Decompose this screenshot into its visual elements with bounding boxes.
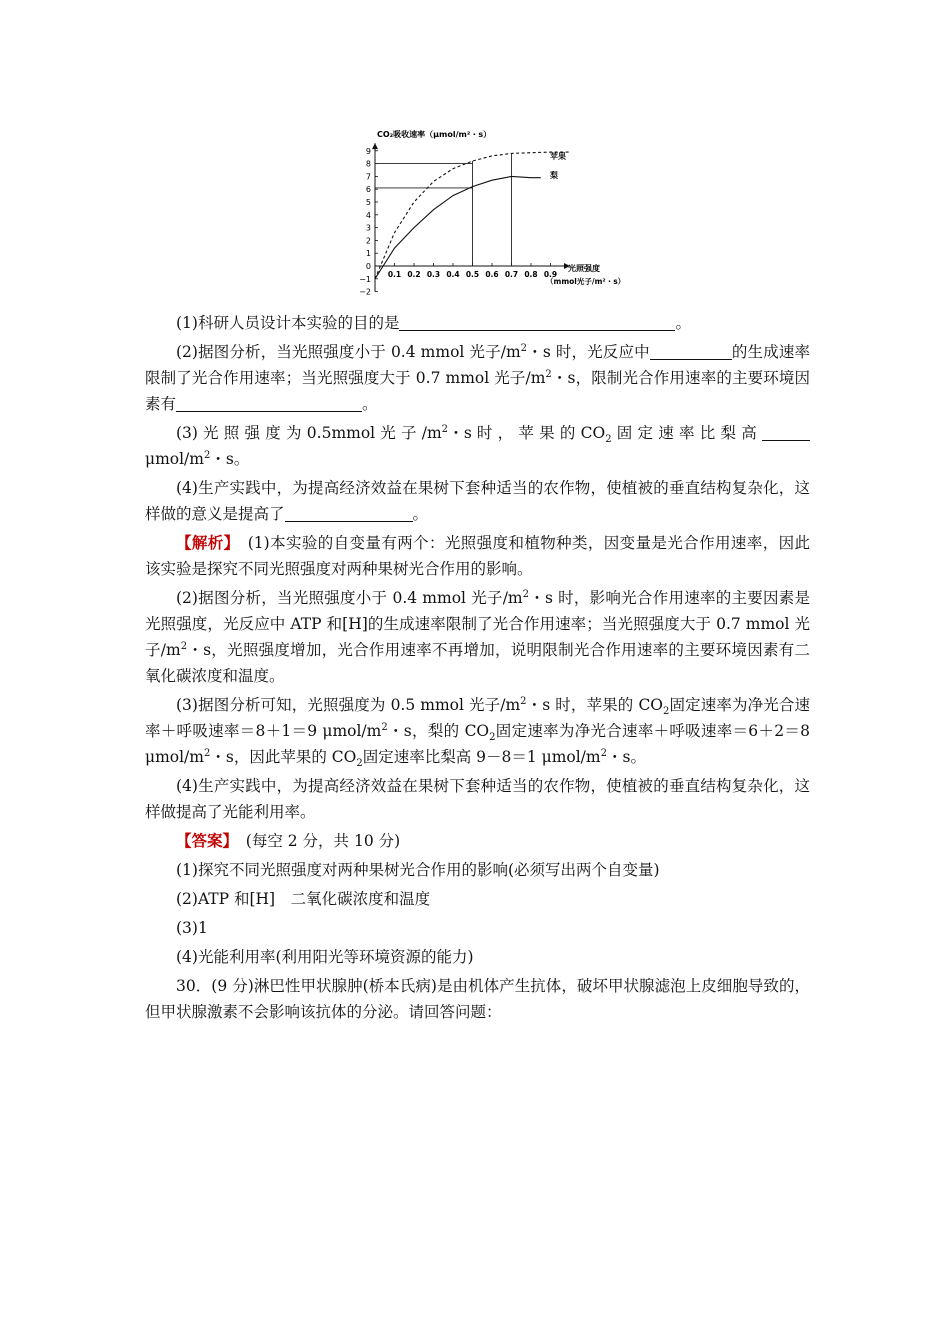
- q2-text-d: ・s，限制光合作用速率的主要环境因素有: [145, 369, 810, 413]
- x-tick-label: 0.4: [446, 270, 460, 279]
- answer-header: [145, 828, 810, 854]
- superscript: 2: [545, 368, 552, 380]
- subscript: 2: [489, 732, 496, 744]
- analysis-3-b: ・s 时，苹果的 CO: [526, 696, 664, 714]
- y-tick-label: 6: [365, 185, 371, 195]
- series-label-pear: 梨: [550, 171, 558, 180]
- x-tick-label: 0.5: [465, 270, 480, 279]
- y-tick-label: 4: [365, 210, 371, 220]
- question-2: [145, 339, 810, 417]
- superscript: 2: [203, 747, 211, 759]
- subscript: 2: [663, 706, 670, 718]
- superscript: 2: [522, 588, 529, 600]
- y-axis-label: CO₂吸收速率（μmol/m²・s）: [377, 130, 492, 139]
- superscript: 2: [203, 449, 211, 461]
- q4-answer-blank[interactable]: [285, 505, 413, 522]
- q1-suffix: 。: [675, 314, 691, 332]
- x-tick-label: 0.9: [543, 270, 558, 279]
- analysis-2-a: (2)据图分析，当光照强度小于 0.4 mmol 光子/m: [176, 589, 523, 607]
- x-axis-label-line2: （mmol光子/m²・s）: [546, 277, 626, 286]
- series-label-apple: 苹果: [550, 152, 566, 161]
- y-tick-label: 9: [365, 146, 371, 156]
- analysis-label: 【解析】: [176, 533, 232, 552]
- y-tick-label: 5: [365, 198, 371, 207]
- answer-1: (1)探究不同光照强度对两种果树光合作用的影响(必须写出两个自变量): [176, 861, 660, 879]
- q3-text-d: μmol/m: [145, 450, 204, 468]
- subscript: 2: [356, 758, 363, 770]
- chart-guide-lines: [375, 153, 512, 266]
- question-1: [145, 310, 810, 336]
- x-tick-label: 0.3: [426, 270, 441, 279]
- analysis-text-4: (4)生产实践中，为提高经济效益在果树下套种适当的农作物，使植被的垂直结构复杂化，这样做提高了光能利用率。: [145, 777, 810, 821]
- q2-answer-blank-1[interactable]: [650, 343, 732, 360]
- light-response-chart: [350, 125, 660, 305]
- y-tick-label: 8: [365, 159, 371, 169]
- analysis-2-b: ・s 时，影响光合作用速率的主要因素是光照强度，光反应中 ATP 和[H]的生成速率限制了光合作用速率；当光照强度大于 0.7 mmol 光子/m: [145, 589, 810, 659]
- x-tick-label: 0.1: [387, 270, 402, 279]
- y-axis-arrow: [372, 143, 378, 149]
- superscript: 2: [381, 721, 388, 733]
- x-tick-label: 0.8: [524, 270, 538, 279]
- y-tick-label: −2: [359, 287, 371, 297]
- analysis-3-a: (3)据图分析可知，光照强度为 0.5 mmol 光子/m: [176, 696, 521, 714]
- answer-4: (4)光能利用率(利用阳光等环境资源的能力): [176, 948, 474, 966]
- q3-text-a: (3) 光 照 强 度 为 0.5mmol 光 子 /m: [176, 424, 442, 442]
- answer-3: (3)1: [176, 919, 208, 937]
- analysis-3-c: 固定速率为净光合速率＋呼吸速率＝8＋1＝9 μmol/m: [145, 696, 810, 740]
- chart-ticks: [359, 147, 557, 297]
- analysis-3-e: 固定速率为净光合速率＋呼吸速率＝6＋2＝8 μmol/m: [145, 722, 810, 766]
- q1-text: (1)科研人员设计本实验的目的是: [176, 314, 400, 332]
- superscript: 2: [600, 747, 607, 759]
- x-axis-label-line1: 光照强度: [568, 264, 600, 273]
- q2-suffix: 。: [362, 395, 378, 413]
- superscript: 2: [520, 695, 527, 707]
- analysis-2: [145, 585, 810, 689]
- y-tick-label: 1: [365, 249, 371, 259]
- y-tick-label: −1: [359, 274, 371, 284]
- q2-text-a: (2)据图分析，当光照强度小于 0.4 mmol 光子/m: [176, 343, 521, 361]
- question-body: [145, 310, 810, 1028]
- q3-text-e: ・s。: [210, 450, 250, 468]
- subscript: 2: [605, 434, 612, 446]
- series-line-pear: [375, 176, 541, 278]
- answer-label: 【答案】: [176, 831, 231, 850]
- q1-answer-blank[interactable]: [399, 314, 675, 331]
- answer-2: (2)ATP 和[H] 二氧化碳浓度和温度: [176, 890, 431, 908]
- x-tick-label: 0.2: [407, 270, 421, 279]
- q4-suffix: 。: [412, 505, 429, 523]
- y-tick-label: 3: [365, 223, 371, 233]
- q2-text-c: 的生成速率限制了光合作用速率；当光照强度大于 0.7 mmol 光子/m: [145, 343, 810, 387]
- q2-text-b: ・s 时，光反应中: [527, 343, 650, 361]
- analysis-3: [145, 692, 810, 770]
- question-4: [145, 475, 810, 527]
- analysis-3-d: ・s，梨的 CO: [387, 722, 490, 740]
- q2-answer-blank-2[interactable]: [176, 395, 362, 412]
- analysis-1: [145, 530, 810, 582]
- q3-answer-blank[interactable]: [762, 424, 810, 441]
- analysis-3-g: 固定速率比梨高 9－8＝1 μmol/m: [362, 748, 601, 766]
- x-tick-label: 0.6: [485, 270, 499, 279]
- superscript: 2: [520, 342, 528, 354]
- analysis-2-c: ・s，光照强度增加，光合作用速率不再增加，说明限制光合作用速率的主要环境因素有二氧化碳浓度和温度。: [145, 641, 810, 685]
- analysis-3-h: ・s。: [606, 748, 646, 766]
- analysis-3-f: ・s，因此苹果的 CO: [210, 748, 357, 766]
- y-tick-label: 7: [365, 172, 371, 182]
- question-3: [145, 420, 810, 472]
- question-30: 30．(9 分)淋巴性甲状腺肿(桥本氏病)是由机体产生抗体，破坏甲状腺滤泡上皮细胞导致的，但甲状腺激素不会影响该抗体的分泌。请回答问题：: [145, 977, 810, 1021]
- q3-text-c: 固 定 速 率 比 梨 高: [611, 424, 757, 442]
- superscript: 2: [441, 423, 449, 435]
- analysis-text-1: (1)本实验的自变量有两个：光照强度和植物种类，因变量是光合作用速率，因此该实验是探究不同光照强度对两种果树光合作用的影响。: [145, 534, 810, 578]
- x-tick-label: 0.7: [504, 270, 519, 279]
- q4-text: (4)生产实践中，为提高经济效益在果树下套种适当的农作物，使植被的垂直结构复杂化，这样做的意义是提高了: [145, 479, 810, 523]
- chart-svg: [350, 125, 660, 305]
- y-tick-label: 2: [365, 236, 371, 246]
- analysis-4: [145, 773, 810, 825]
- answer-note: (每空 2 分，共 10 分): [245, 832, 401, 850]
- superscript: 2: [180, 640, 188, 652]
- y-tick-label: 0: [365, 262, 371, 271]
- q3-text-b: ・s 时 ， 苹 果 的 CO: [448, 424, 606, 442]
